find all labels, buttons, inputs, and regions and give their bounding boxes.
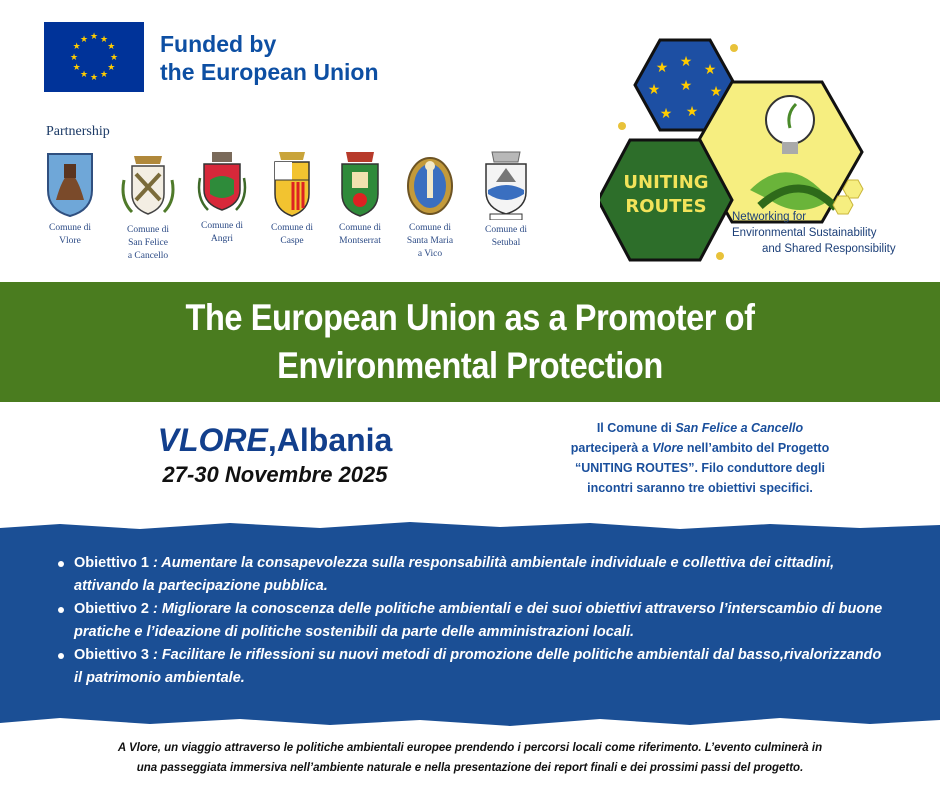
objective-item — [58, 598, 888, 644]
santa-maria-crest-icon — [402, 150, 458, 218]
intro-part-2-em: Vlore — [652, 441, 684, 455]
svg-text:★: ★ — [679, 54, 693, 70]
objective-label: Obiettivo 1 — [74, 555, 149, 571]
crest-setubal — [466, 150, 546, 250]
objective-label: Obiettivo 2 — [74, 601, 149, 617]
logo-badge-line2: ROUTES — [625, 196, 707, 217]
event-country: ,Albania — [267, 422, 393, 458]
funded-line-2: the European Union — [160, 59, 379, 85]
partner-name: Comune di Vlore — [49, 223, 91, 246]
objectives-list — [58, 552, 888, 690]
partner-name: Comune di Santa Maria a Vico — [406, 223, 454, 259]
objective-text: : Facilitare le riflessioni su nuovi metodi di promozione delle politiche ambientali dal basso,rivalorizzando il patrimonio ambientale. — [74, 647, 882, 686]
intro-part-5: incontri saranno tre obiettivi specifici. — [587, 481, 813, 495]
partner-name: Comune di Caspe — [271, 223, 313, 246]
partner-name: Comune di Setubal — [485, 225, 527, 248]
tagline-line-3: and Shared Responsibility — [762, 243, 896, 255]
intro-part-1: Il Comune di — [596, 421, 676, 435]
tagline-line-2: Environmental Sustainability — [732, 227, 877, 239]
intro-part-1-em: San Felice a Cancello — [675, 421, 804, 435]
svg-text:★: ★ — [107, 63, 116, 73]
angri-crest-icon — [194, 150, 250, 216]
svg-text:★: ★ — [89, 32, 99, 42]
logo-tagline — [732, 209, 912, 257]
event-dates: 27-30 Novembre 2025 — [162, 462, 388, 487]
objective-item — [58, 644, 888, 690]
closing-line-1: A Vlore, un viaggio attraverso le politiche ambientali europee prendendo i percorsi locali come riferimento. L’evento culminerà in — [117, 742, 823, 754]
svg-text:★: ★ — [655, 60, 669, 76]
caspe-crest-icon — [267, 150, 317, 218]
svg-text:★: ★ — [703, 62, 717, 78]
funded-by-eu-text — [160, 30, 379, 86]
svg-text:★: ★ — [659, 106, 673, 122]
closing-paragraph — [50, 738, 890, 778]
objective-text: : Migliorare la conoscenza delle politiche ambientali e dei suoi obiettivi attraverso l’interscambio di buone pratiche e l’ideazione di politiche sostenibili da parte delle amministrazioni locali. — [74, 601, 883, 640]
objective-text: : Aumentare la consapevolezza sulla responsabilità ambientale individuale e collettiva dei cittadini, attivando la partecipazione pubblica. — [74, 555, 835, 594]
crest-san-felice — [108, 150, 188, 263]
svg-text:★: ★ — [685, 104, 699, 120]
title-banner — [0, 282, 940, 402]
intro-paragraph — [530, 418, 870, 498]
svg-text:★: ★ — [99, 70, 109, 80]
vlore-crest-icon — [42, 150, 98, 218]
event-location — [110, 420, 440, 490]
crest-montserrat — [320, 150, 400, 248]
objective-label: Obiettivo 3 — [74, 647, 149, 663]
funded-line-1: Funded by — [160, 31, 277, 57]
svg-text:★: ★ — [69, 53, 79, 63]
partner-name: Comune di Angri — [201, 221, 243, 244]
banner-title-line-1: The European Union as a Promoter of — [185, 297, 755, 338]
crest-vlore — [30, 150, 110, 248]
svg-text:★: ★ — [679, 78, 693, 94]
eu-flag-icon — [44, 22, 144, 92]
partnership-label: Partnership — [46, 124, 110, 139]
event-city-name: VLORE — [157, 422, 268, 458]
logo-badge-line1: UNITING — [623, 172, 709, 193]
intro-part-4: “UNITING ROUTES”. Filo conduttore degli — [575, 461, 825, 475]
svg-text:★: ★ — [99, 35, 109, 45]
svg-text:★: ★ — [647, 82, 661, 98]
svg-text:★: ★ — [709, 84, 723, 100]
svg-text:★: ★ — [72, 63, 81, 73]
closing-line-2: una passeggiata immersiva nell’ambiente naturale e nella presentazione dei report finali e dei prossimi passi del progetto. — [136, 762, 804, 774]
svg-text:★: ★ — [109, 53, 119, 63]
header-area — [0, 0, 940, 282]
crest-santa-maria — [390, 150, 470, 261]
san-felice-crest-icon — [118, 150, 178, 220]
svg-text:★: ★ — [72, 42, 81, 52]
intro-part-3: nell’ambito del Progetto — [683, 441, 830, 455]
partner-name: Comune di San Felice a Cancello — [127, 225, 169, 261]
setubal-crest-icon — [478, 150, 534, 220]
tagline-line-1: Networking for — [732, 211, 807, 223]
objective-item — [58, 552, 888, 598]
intro-part-2: parteciperà a — [570, 441, 653, 455]
montserrat-crest-icon — [334, 150, 386, 218]
svg-text:★: ★ — [89, 73, 99, 83]
banner-title-line-2: Environmental Protection — [277, 345, 663, 386]
banner-title — [56, 282, 883, 402]
svg-text:★: ★ — [79, 35, 89, 45]
partner-name: Comune di Montserrat — [339, 223, 381, 246]
crest-angri — [182, 150, 262, 246]
svg-text:★: ★ — [79, 70, 89, 80]
svg-text:★: ★ — [107, 42, 116, 52]
event-city — [110, 420, 440, 460]
partner-crests — [30, 150, 550, 270]
